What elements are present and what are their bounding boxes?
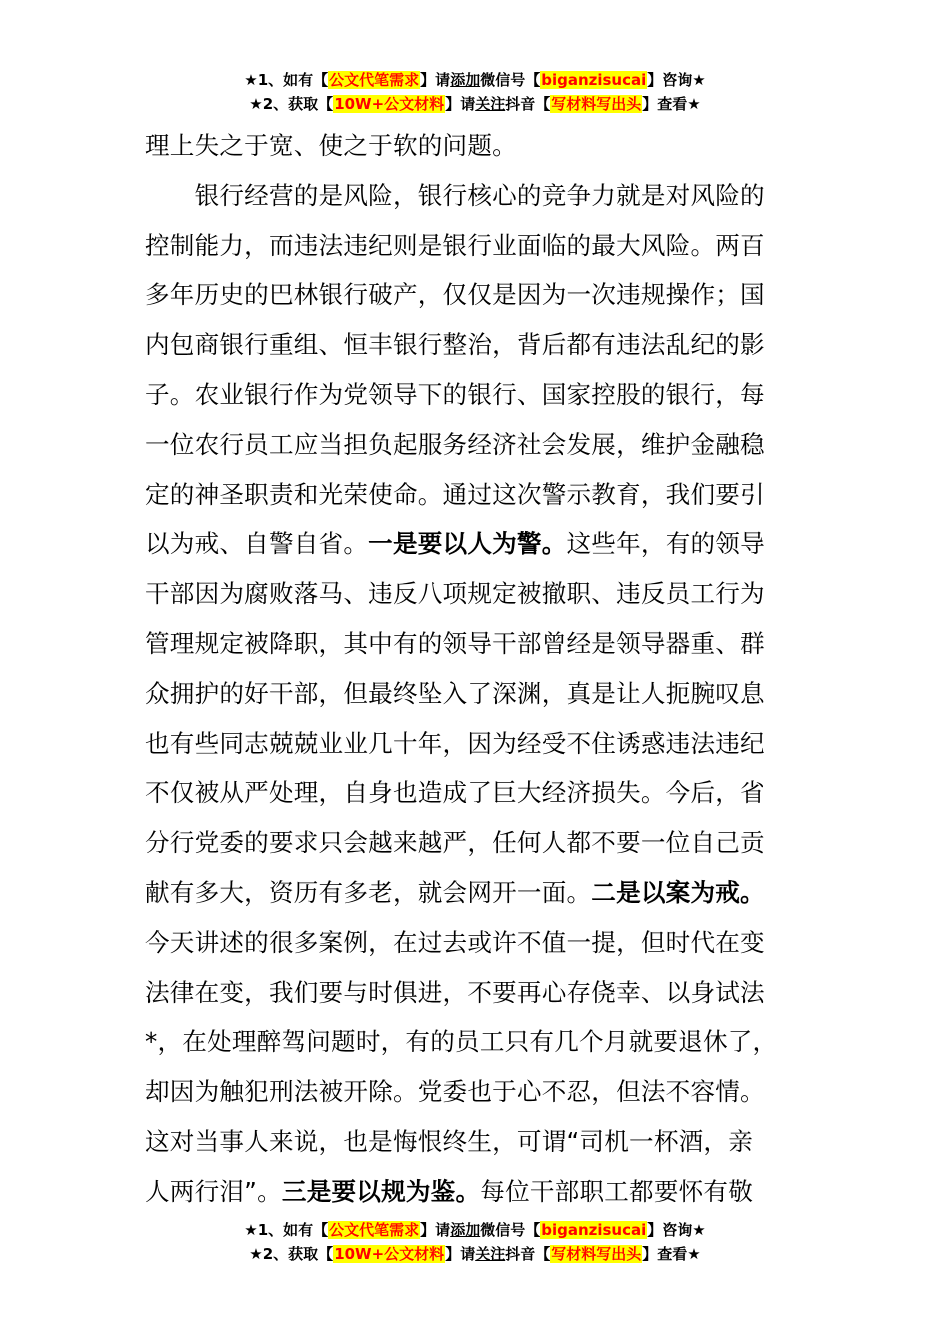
banner-text: 微信号【 (480, 71, 541, 89)
banner-suffix: 】咨询★ (647, 1221, 706, 1239)
banner-text: 微信号【 (480, 1221, 541, 1239)
text-line (145, 768, 815, 818)
text-line (145, 669, 815, 719)
line-text: 不仅被从严处理，自身也造成了巨大经济损失。今后，省 (145, 778, 765, 808)
banner-text: 】请 (445, 95, 476, 113)
line-text: 今天讲述的很多案例，在过去或许不值一提，但时代在变 (145, 927, 765, 957)
bold-heading-text: 三是要以规为鉴。 (281, 1176, 481, 1206)
text-line (145, 868, 815, 918)
line-text: *，在处理醉驾问题时，有的员工只有几个月就要退休了， (145, 1027, 778, 1057)
text-line (145, 619, 815, 669)
banner-underlined-text: 关注 (475, 95, 506, 113)
text-line (145, 719, 815, 769)
highlight-wechat-id: biganzisucai (541, 1221, 647, 1239)
banner-line-2 (0, 1242, 950, 1266)
text-line (145, 519, 815, 569)
banner-prefix: ★2、获取【 (249, 95, 334, 113)
banner-text: 抖音【 (505, 1245, 551, 1263)
text-line (145, 968, 815, 1018)
banner-line-2 (0, 92, 950, 116)
header-banner (0, 68, 950, 116)
line-text: 银行经营的是风险，银行核心的竞争力就是对风险的 (145, 180, 765, 210)
line-text: 定的神圣职责和光荣使命。通过这次警示教育，我们要引 (145, 479, 765, 509)
text-line (145, 121, 815, 171)
text-line (145, 270, 815, 320)
line-text: 管理规定被降职，其中有的领导干部曾经是领导器重、群 (145, 628, 765, 658)
line-text: 内包商银行重组、恒丰银行整治，背后都有违法乱纪的影 (145, 330, 765, 360)
banner-underlined-text: 关注 (475, 1245, 506, 1263)
highlight-writing-service: 公文代笔需求 (329, 1221, 420, 1239)
banner-prefix: ★1、如有【 (244, 1221, 329, 1239)
line-text: 以为戒、自警自省。 (145, 529, 369, 559)
highlight-materials: 10W+公文材料 (334, 1245, 445, 1263)
text-line (145, 1117, 815, 1167)
banner-prefix: ★1、如有【 (244, 71, 329, 89)
text-line (145, 1067, 815, 1117)
bold-heading-text: 一是要以人为警。 (368, 529, 567, 559)
footer-banner (0, 1218, 950, 1266)
line-text: 分行党委的要求只会越来越严，任何人都不要一位自己贡 (145, 828, 765, 858)
banner-suffix: 】查看★ (642, 95, 701, 113)
banner-line-1 (0, 1218, 950, 1242)
banner-text: 】请 (420, 1221, 451, 1239)
line-text: 人两行泪”。 (145, 1176, 282, 1206)
line-text: 干部因为腐败落马、违反八项规定被撤职、违反员工行为 (145, 579, 765, 609)
text-line (145, 470, 815, 520)
banner-text: 抖音【 (505, 95, 551, 113)
line-text: 献有多大，资历有多老，就会网开一面。 (145, 877, 592, 907)
banner-underlined-text: 添加 (450, 71, 481, 89)
banner-underlined-text: 添加 (450, 1221, 481, 1239)
line-text: 这些年，有的领导 (566, 529, 765, 559)
text-line (145, 1167, 815, 1217)
line-text: 多年历史的巴林银行破产，仅仅是因为一次违规操作；国 (145, 280, 765, 310)
text-line (145, 569, 815, 619)
text-line (145, 918, 815, 968)
line-text: 理上失之于宽、使之于软的问题。 (145, 131, 517, 160)
text-line (145, 370, 815, 420)
banner-suffix: 】咨询★ (647, 71, 706, 89)
banner-suffix: 】查看★ (642, 1245, 701, 1263)
banner-text: 】请 (420, 71, 451, 89)
banner-line-1 (0, 68, 950, 92)
line-text: 也有些同志兢兢业业几十年，因为经受不住诱惑违法违纪 (145, 728, 765, 758)
highlight-douyin-account: 写材料写出头 (551, 1245, 642, 1263)
line-text: 子。农业银行作为党领导下的银行、国家控股的银行，每 (145, 379, 765, 409)
banner-prefix: ★2、获取【 (249, 1245, 334, 1263)
line-text: 法律在变，我们要与时俱进，不要再心存侥幸、以身试法 (145, 977, 765, 1007)
text-line (145, 1017, 815, 1067)
banner-text: 】请 (445, 1245, 476, 1263)
text-line (145, 171, 815, 221)
bold-heading-text: 二是以案为戒。 (591, 877, 765, 907)
line-text: 却因为触犯刑法被开除。党委也于心不忍，但法不容情。 (145, 1077, 765, 1107)
highlight-douyin-account: 写材料写出头 (551, 95, 642, 113)
line-text: 众拥护的好干部，但最终坠入了深渊，真是让人扼腕叹息 (145, 678, 765, 708)
line-text: 控制能力，而违法违纪则是银行业面临的最大风险。两百 (145, 230, 765, 260)
line-text: 一位农行员工应当担负起服务经济社会发展，维护金融稳 (145, 429, 765, 459)
highlight-wechat-id: biganzisucai (541, 71, 647, 89)
text-line (145, 420, 815, 470)
text-line (145, 221, 815, 271)
line-text: 这对当事人来说，也是悔恨终生，可谓“司机一杯酒，亲 (145, 1126, 753, 1156)
text-line (145, 320, 815, 370)
line-text: 每位干部职工都要怀有敬 (480, 1176, 754, 1206)
highlight-writing-service: 公文代笔需求 (329, 71, 420, 89)
text-line (145, 818, 815, 868)
document-body (145, 121, 815, 1217)
highlight-materials: 10W+公文材料 (334, 95, 445, 113)
